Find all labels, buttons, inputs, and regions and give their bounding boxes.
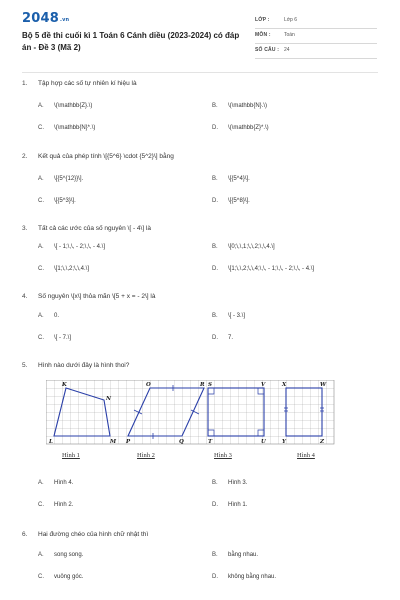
q2-option-b[interactable]: B. \[{5^4}\]. — [212, 176, 250, 182]
question-6: 6. Hai đường chéo của hình chữ nhật thì — [22, 531, 149, 538]
vertex-label: L — [49, 439, 53, 445]
header-divider — [22, 72, 378, 73]
meta-question-count: SỐ CÂU : 24 — [255, 44, 377, 59]
vertex-label: U — [261, 439, 266, 445]
q3-option-c[interactable]: C. \[1;\,\,2;\,\,4.\] — [38, 266, 90, 272]
vertex-label: P — [126, 439, 131, 445]
q5-option-d[interactable]: D. Hình 1. — [212, 502, 248, 508]
vertex-label: V — [261, 382, 266, 388]
q4-option-d[interactable]: D. 7. — [212, 335, 234, 341]
vertex-label: W — [320, 382, 327, 388]
vertex-label: Z — [320, 439, 325, 445]
q4-option-c[interactable]: C. \[ - 7.\] — [38, 335, 72, 341]
caption-hinh-1: Hình 1 — [62, 452, 80, 459]
vertex-label: R — [200, 382, 205, 388]
q3-option-a[interactable]: A. \[ - 1;\,\, - 2;\,\, - 4.\] — [38, 244, 106, 250]
vertex-label: N — [106, 396, 112, 402]
q5-option-b[interactable]: B. Hình 3. — [212, 480, 248, 486]
q1-option-d[interactable]: D. \(\mathbb{Z}*.\) — [212, 125, 269, 131]
q6-option-c[interactable]: C. vuông góc. — [38, 574, 84, 580]
vertex-label: K — [62, 382, 67, 388]
exam-title: Bộ 5 đề thi cuối kì 1 Toán 6 Cánh diều (2023-2024) có đáp án - Đề 3 (Mã 2) — [22, 31, 240, 52]
q5-option-a[interactable]: A. Hình 4. — [38, 480, 74, 486]
q2-option-c[interactable]: C. \[{5^3}\]. — [38, 198, 76, 204]
vertex-label: S — [208, 382, 212, 388]
site-logo[interactable]: $2048^{.vn}$ — [22, 11, 70, 26]
caption-hinh-3: Hình 3 — [214, 452, 232, 459]
q6-option-d[interactable]: D. không bằng nhau. — [212, 574, 277, 580]
q1-option-b[interactable]: B. \(\mathbb{N}.\) — [212, 103, 268, 109]
exam-header — [0, 0, 400, 72]
vertex-label: O — [146, 382, 151, 388]
question-4: 4. Số nguyên \[x\] thỏa mãn \[5 + x = - 2\] là — [22, 293, 156, 300]
question-3: 3. Tất cả các ước của số nguyên \[ - 4\] là — [22, 225, 152, 232]
q3-option-b[interactable]: B. \[0;\,\,1;\,\,2;\,\,4.\] — [212, 244, 275, 250]
vertex-label: Q — [179, 439, 184, 445]
caption-hinh-4: Hình 4 — [297, 452, 315, 459]
grid-figure-svg — [46, 380, 336, 446]
q4-option-b[interactable]: B. \[ - 3.\] — [212, 313, 246, 319]
meta-subject: MÔN : Toán — [255, 29, 377, 44]
q2-option-d[interactable]: D. \[{5^8}\]. — [212, 198, 250, 204]
exam-meta — [255, 14, 377, 59]
q6-option-a[interactable]: A. song song. — [38, 552, 84, 558]
quadrilaterals-figure — [46, 380, 336, 446]
grid-background — [46, 380, 334, 444]
vertex-label: Y — [282, 439, 286, 445]
vertex-label: T — [208, 439, 213, 445]
vertex-label: M — [110, 439, 117, 445]
caption-hinh-2: Hình 2 — [137, 452, 155, 459]
question-5: 5. Hình nào dưới đây là hình thoi? — [22, 362, 130, 369]
q5-option-c[interactable]: C. Hình 2. — [38, 502, 74, 508]
question-2: 2. Kết quả của phép tính \[{5^6} \cdot {5^2}\] bằng — [22, 153, 174, 160]
q1-option-c[interactable]: C. \(\mathbb{N}*.\) — [38, 125, 96, 131]
q3-option-d[interactable]: D. \[1;\,\,2;\,\,4;\,\, - 1;\,\, - 2;\,\, - 4.\] — [212, 266, 315, 272]
meta-class: LỚP : Lớp 6 — [255, 14, 377, 29]
q1-option-a[interactable]: A. \(\mathbb{Z}.\) — [38, 103, 93, 109]
question-1: 1. Tập hợp các số tự nhiên kí hiệu là — [22, 80, 137, 87]
q6-option-b[interactable]: B. bằng nhau. — [212, 552, 259, 558]
q4-option-a[interactable]: A. 0. — [38, 313, 60, 319]
q2-option-a[interactable]: A. \[{5^{12}}\]. — [38, 176, 84, 182]
vertex-label: X — [282, 382, 287, 388]
